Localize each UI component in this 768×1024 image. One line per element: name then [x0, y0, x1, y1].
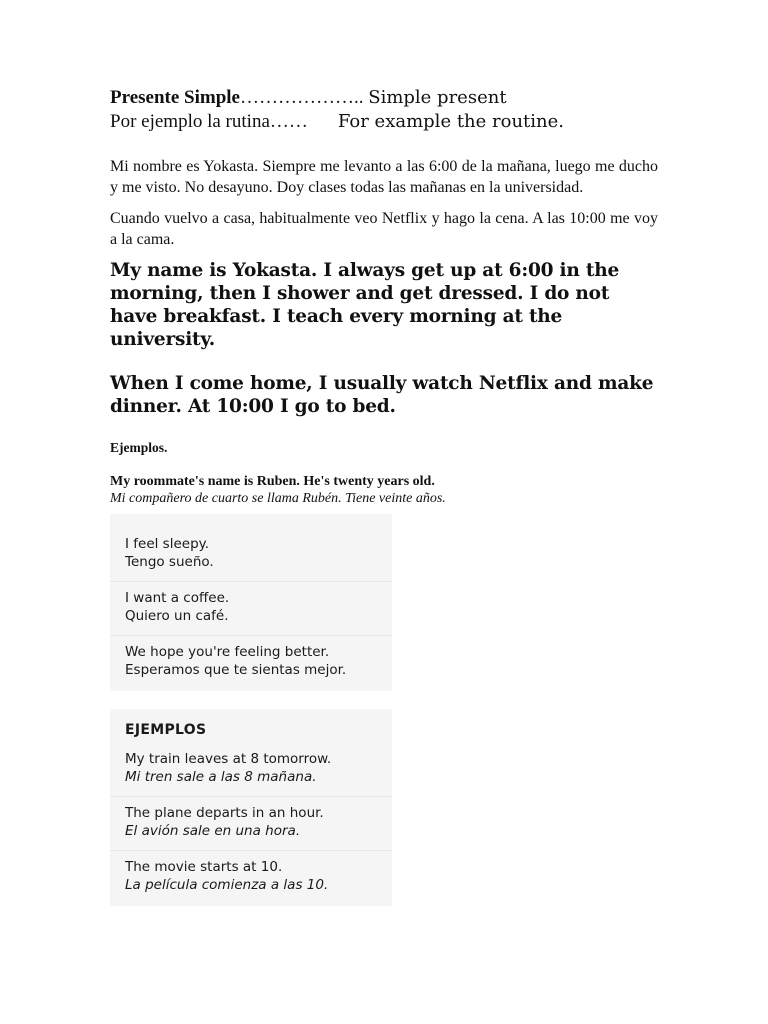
title-line-2: [110, 110, 658, 134]
example-box-2: [110, 709, 392, 906]
example-english: The plane departs in an hour.: [125, 805, 324, 821]
examples-title: Ejemplos.: [110, 440, 168, 455]
title-dots: ………………..: [240, 87, 364, 108]
example-box-1: [110, 514, 392, 691]
list-item: [110, 635, 392, 691]
example-spanish: Tengo sueño.: [125, 553, 214, 570]
title-simple-present: Simple present: [368, 87, 507, 108]
example-english: We hope you're feeling better.: [125, 644, 330, 660]
title-line-1: [110, 86, 658, 110]
spanish-paragraph-2: Cuando vuelvo a casa, habitualmente veo Netflix y hago la cena. A las 10:00 me voy a la cama.: [110, 210, 658, 248]
list-item: [110, 850, 392, 906]
list-item: [110, 743, 392, 796]
list-item: [110, 581, 392, 635]
example-english: I feel sleepy.: [125, 536, 209, 552]
spanish-paragraph-1: Mi nombre es Yokasta. Siempre me levanto a las 6:00 de la mañana, luego me ducho y me visto. No desayuno. Doy clases todas las mañanas en la universidad.: [110, 158, 658, 196]
roommate-english: My roommate's name is Ruben. He's twenty years old.: [110, 474, 435, 489]
list-item: [110, 514, 392, 581]
example-spanish: La película comienza a las 10.: [125, 876, 329, 893]
document-page: [110, 86, 658, 906]
example-spanish: El avión sale en una hora.: [125, 822, 301, 839]
example-spanish: Esperamos que te sientas mejor.: [125, 661, 347, 678]
example-english: The movie starts at 10.: [125, 859, 283, 875]
english-paragraph-1: My name is Yokasta. I always get up at 6:00 in the morning, then I shower and get dressed. I do not have breakfast. I teach every morning at the university.: [110, 260, 620, 350]
subtitle-por-ejemplo: Por ejemplo la rutina……: [110, 111, 308, 132]
subtitle-for-example: For example the routine.: [337, 111, 565, 132]
list-item: [110, 796, 392, 850]
example-english: My train leaves at 8 tomorrow.: [125, 751, 332, 767]
roommate-spanish: Mi compañero de cuarto se llama Rubén. Tiene veinte años.: [110, 491, 446, 506]
box-heading-ejemplos: EJEMPLOS: [125, 722, 207, 738]
english-paragraph-2: When I come home, I usually watch Netflix and make dinner. At 10:00 I go to bed.: [110, 373, 654, 417]
example-spanish: Quiero un café.: [125, 607, 229, 624]
example-spanish: Mi tren sale a las 8 mañana.: [125, 768, 317, 785]
example-english: I want a coffee.: [125, 590, 230, 606]
title-presente-simple: Presente Simple: [110, 87, 240, 108]
